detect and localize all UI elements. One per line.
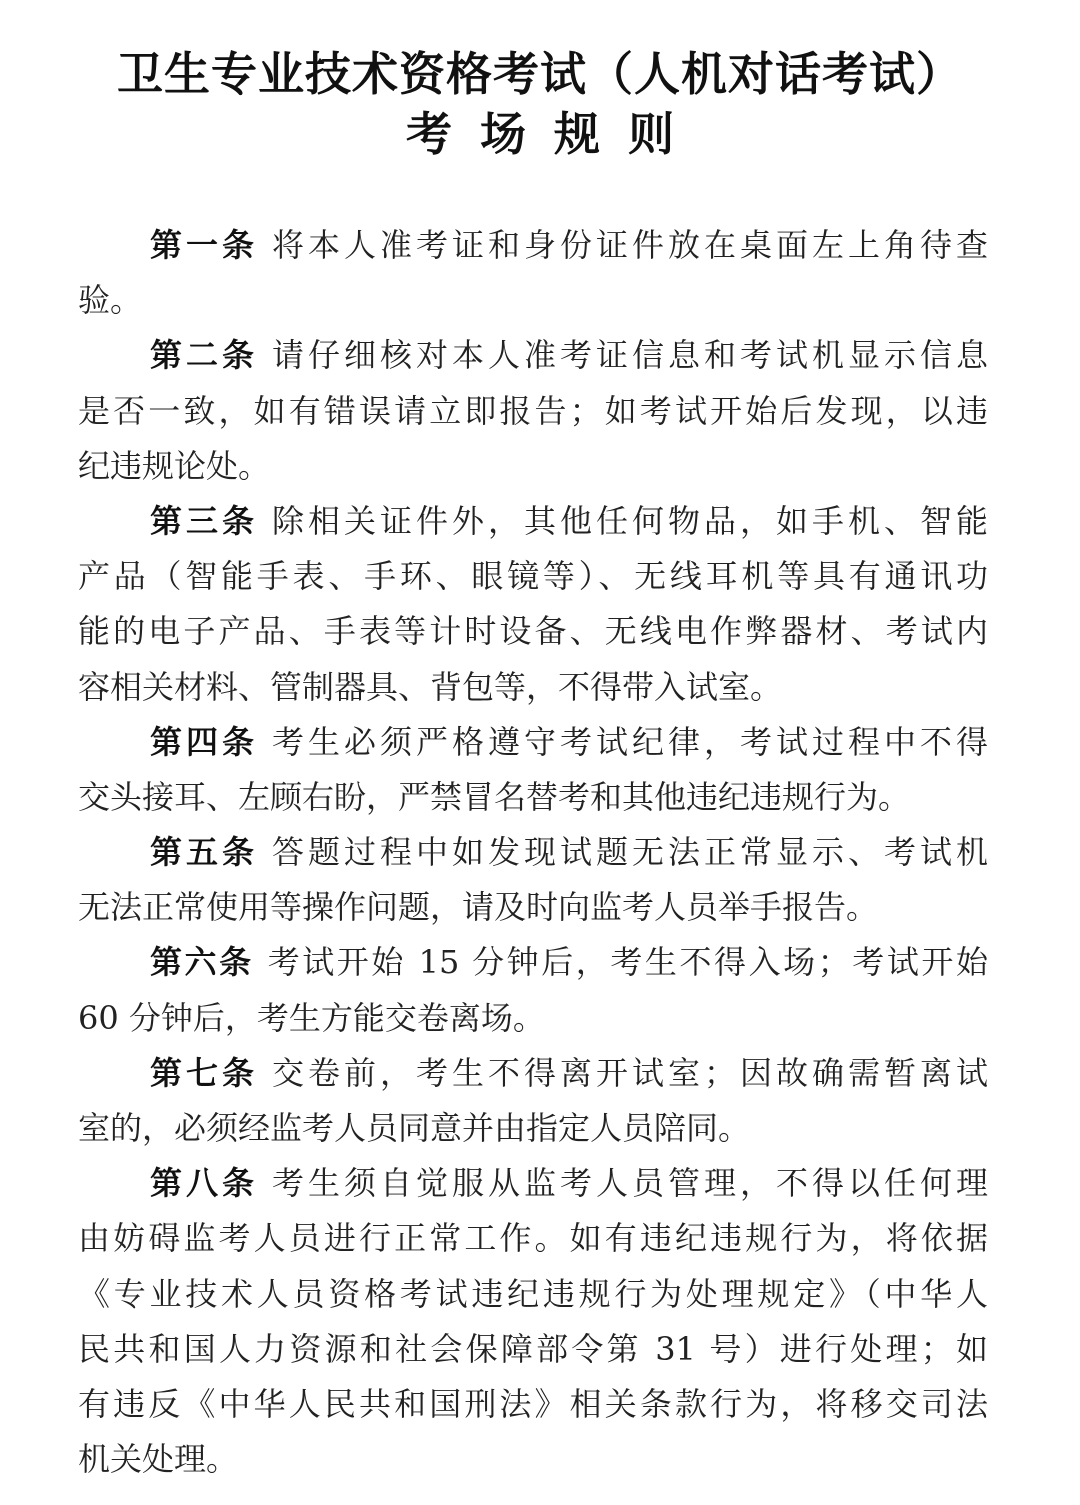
article-5 — [78, 825, 988, 935]
article-7 — [78, 1046, 988, 1156]
article-text: 交卷前，考生不得离开试室；因故确需暂离试 — [272, 1053, 988, 1092]
article-line — [78, 1046, 988, 1101]
document-title: 卫生专业技术资格考试（人机对话考试） — [117, 47, 963, 101]
article-text: 考试开始 15 分钟后，考生不得入场；考试开始 — [267, 943, 988, 982]
article-text: 考生必须严格遵守考试纪律，考试过程中不得 — [272, 722, 988, 761]
article-line: 民共和国人力资源和社会保障部令第 31 号）进行处理；如 — [78, 1329, 988, 1368]
article-label: 第七条 — [150, 1053, 258, 1092]
article-label: 第八条 — [150, 1164, 258, 1203]
article-text: 将本人准考证和身份证件放在桌面左上角待查 — [272, 226, 988, 264]
article-line — [78, 825, 988, 880]
article-text: 除相关证件外，其他任何物品，如手机、智能 — [272, 501, 988, 540]
article-line: 机关处理。 — [78, 1440, 239, 1479]
article-line: 纪违规论处。 — [78, 446, 271, 485]
article-line: 由妨碍监考人员进行正常工作。如有违纪违规行为，将依据 — [78, 1219, 988, 1258]
article-3 — [78, 494, 988, 715]
article-label: 第一条 — [150, 226, 258, 264]
article-text: 请仔细核对本人准考证信息和考试机显示信息 — [272, 336, 988, 375]
article-1 — [78, 218, 988, 328]
article-8 — [78, 1156, 988, 1487]
article-label: 第四条 — [150, 722, 258, 761]
article-line: 60 分钟后，考生方能交卷离场。 — [78, 998, 545, 1037]
article-line — [78, 935, 988, 990]
article-line — [78, 715, 988, 770]
article-line: 室的，必须经监考人员同意并由指定人员陪同。 — [78, 1109, 751, 1147]
article-line: 有违反《中华人民共和国刑法》相关条款行为，将移交司法 — [78, 1384, 988, 1423]
article-line: 验。 — [78, 281, 143, 320]
article-line — [78, 1156, 988, 1211]
article-line: 能的电子产品、手表等计时设备、无线电作弊器材、考试内 — [78, 612, 988, 651]
document-subtitle: 考场规则 — [406, 107, 702, 161]
article-label: 第五条 — [150, 833, 258, 872]
article-text: 考生须自觉服从监考人员管理，不得以任何理 — [272, 1164, 988, 1203]
article-label: 第三条 — [150, 501, 258, 540]
article-line: 交头接耳、左顾右盼，严禁冒名替考和其他违纪违规行为。 — [78, 777, 911, 816]
article-line — [78, 494, 988, 549]
article-line: 容相关材料、管制器具、背包等，不得带入试室。 — [78, 667, 783, 706]
article-line: 无法正常使用等操作问题，请及时向监考人员举手报告。 — [78, 888, 879, 927]
article-text: 答题过程中如发现试题无法正常显示、考试机 — [272, 833, 988, 872]
article-label: 第二条 — [150, 336, 258, 375]
article-label: 第六条 — [150, 943, 254, 982]
article-line — [78, 328, 988, 383]
article-line: 是否一致，如有错误请立即报告；如考试开始后发现，以违 — [78, 391, 988, 430]
article-line — [78, 218, 988, 273]
article-line: 《专业技术人员资格考试违纪违规行为处理规定》（中华人 — [78, 1274, 988, 1313]
article-6 — [78, 935, 988, 1045]
article-2 — [78, 328, 988, 494]
rules-body — [78, 218, 988, 1487]
article-4 — [78, 715, 988, 825]
article-line: 产品（智能手表、手环、眼镜等）、无线耳机等具有通讯功 — [78, 557, 988, 596]
